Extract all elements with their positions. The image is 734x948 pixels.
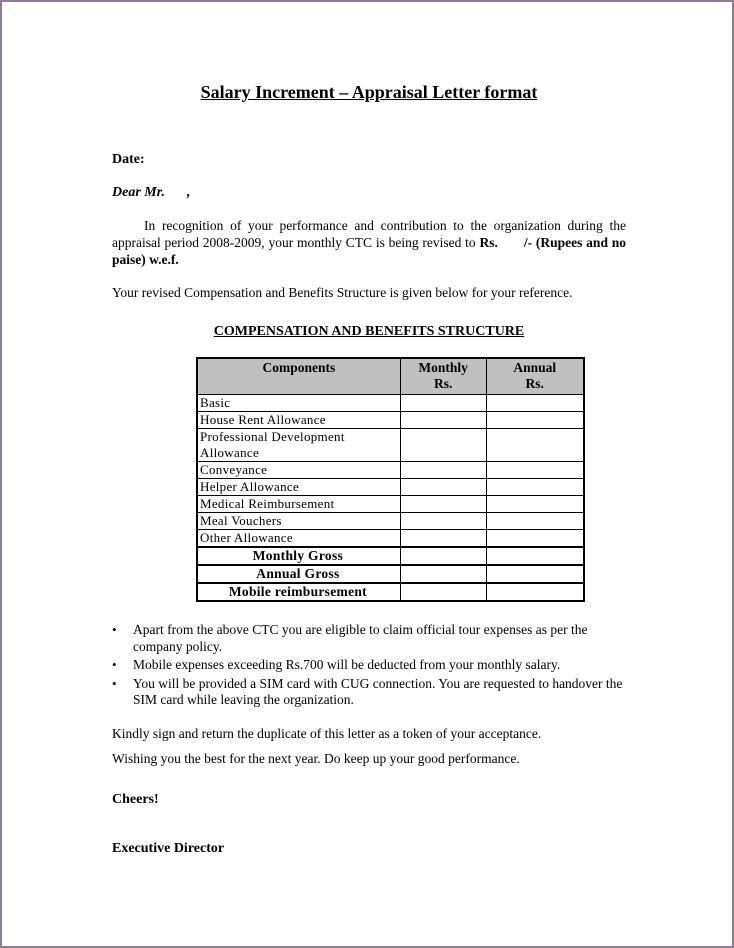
section-title: COMPENSATION AND BENEFITS STRUCTURE — [213, 324, 525, 339]
annual-cell — [486, 565, 584, 583]
salutation — [112, 185, 190, 201]
bullet-text: You will be provided a SIM card with CUG connection. You are requested to handover the SIM card while leaving the organization. — [133, 675, 623, 707]
annual-cell — [486, 547, 584, 565]
monthly-cell — [400, 462, 486, 479]
monthly-cell — [400, 583, 486, 601]
monthly-cell — [400, 412, 486, 429]
bullet-list — [112, 622, 632, 711]
monthly-cell — [400, 429, 486, 462]
annual-cell — [486, 530, 584, 548]
monthly-cell — [400, 496, 486, 513]
table-row — [197, 429, 584, 462]
bullet-item — [112, 657, 632, 674]
monthly-cell — [400, 395, 486, 412]
header-components: Components — [197, 358, 400, 395]
monthly-cell — [400, 479, 486, 496]
annual-cell — [486, 462, 584, 479]
total-row — [197, 583, 584, 601]
header-annual: Annual Rs. — [486, 358, 584, 395]
rs-label: Rs. — [479, 235, 498, 250]
table-row — [197, 513, 584, 530]
component-name: Other Allowance — [197, 530, 400, 548]
bullet-text: Mobile expenses exceeding Rs.700 will be deducted from your monthly salary. — [133, 657, 561, 672]
component-name: Conveyance — [197, 462, 400, 479]
compensation-table — [196, 357, 585, 602]
salutation-comma: , — [186, 185, 191, 200]
table-row — [197, 462, 584, 479]
intro-text: In recognition of your performance and contribution to the organization during the appraisal period 2008-2009, your monthly CTC is being revised to — [112, 218, 626, 250]
component-name: House Rent Allowance — [197, 412, 400, 429]
table-header-row — [197, 358, 584, 395]
monthly-cell — [400, 565, 486, 583]
annual-cell — [486, 479, 584, 496]
bullet-icon: • — [112, 622, 117, 637]
annual-cell — [486, 583, 584, 601]
annual-cell — [486, 395, 584, 412]
salutation-text: Dear Mr. — [112, 185, 165, 200]
bullet-text: Apart from the above CTC you are eligible to claim official tour expenses as per the company policy. — [133, 622, 588, 654]
bullet-item — [112, 622, 632, 655]
table-row — [197, 530, 584, 548]
total-row — [197, 547, 584, 565]
monthly-cell — [400, 530, 486, 548]
closing: Cheers! — [112, 792, 159, 807]
component-name: Helper Allowance — [197, 479, 400, 496]
wish-line: Wishing you the best for the next year. Do keep up your good performance. — [112, 751, 520, 766]
total-row — [197, 565, 584, 583]
reference-line: Your revised Compensation and Benefits Structure is given below for your reference. — [112, 285, 573, 300]
annual-cell — [486, 429, 584, 462]
annual-cell — [486, 496, 584, 513]
component-name: Medical Reimbursement — [197, 496, 400, 513]
total-label: Annual Gross — [197, 565, 400, 583]
table-row — [197, 412, 584, 429]
table-row — [197, 395, 584, 412]
table-row — [197, 496, 584, 513]
annual-cell — [486, 412, 584, 429]
component-name: Basic — [197, 395, 400, 412]
monthly-cell — [400, 547, 486, 565]
total-label: Monthly Gross — [197, 547, 400, 565]
annual-cell — [486, 513, 584, 530]
bullet-icon: • — [112, 657, 117, 672]
intro-paragraph — [112, 217, 626, 268]
sign-line: Kindly sign and return the duplicate of this letter as a token of your acceptance. — [112, 726, 542, 741]
monthly-cell — [400, 513, 486, 530]
table-row — [197, 479, 584, 496]
bullet-item — [112, 676, 632, 709]
amount-suffix: /- (Rupees and no paise) w.e.f. — [112, 235, 626, 267]
date-label: Date: — [112, 152, 145, 167]
component-name: Professional Development Allowance — [197, 429, 400, 462]
total-label: Mobile reimbursement — [197, 583, 400, 601]
header-monthly: Monthly Rs. — [400, 358, 486, 395]
bullet-icon: • — [112, 675, 117, 691]
component-name: Meal Vouchers — [197, 513, 400, 530]
letter-title: Salary Increment – Appraisal Letter format — [200, 82, 538, 102]
signatory: Executive Director — [112, 841, 225, 856]
